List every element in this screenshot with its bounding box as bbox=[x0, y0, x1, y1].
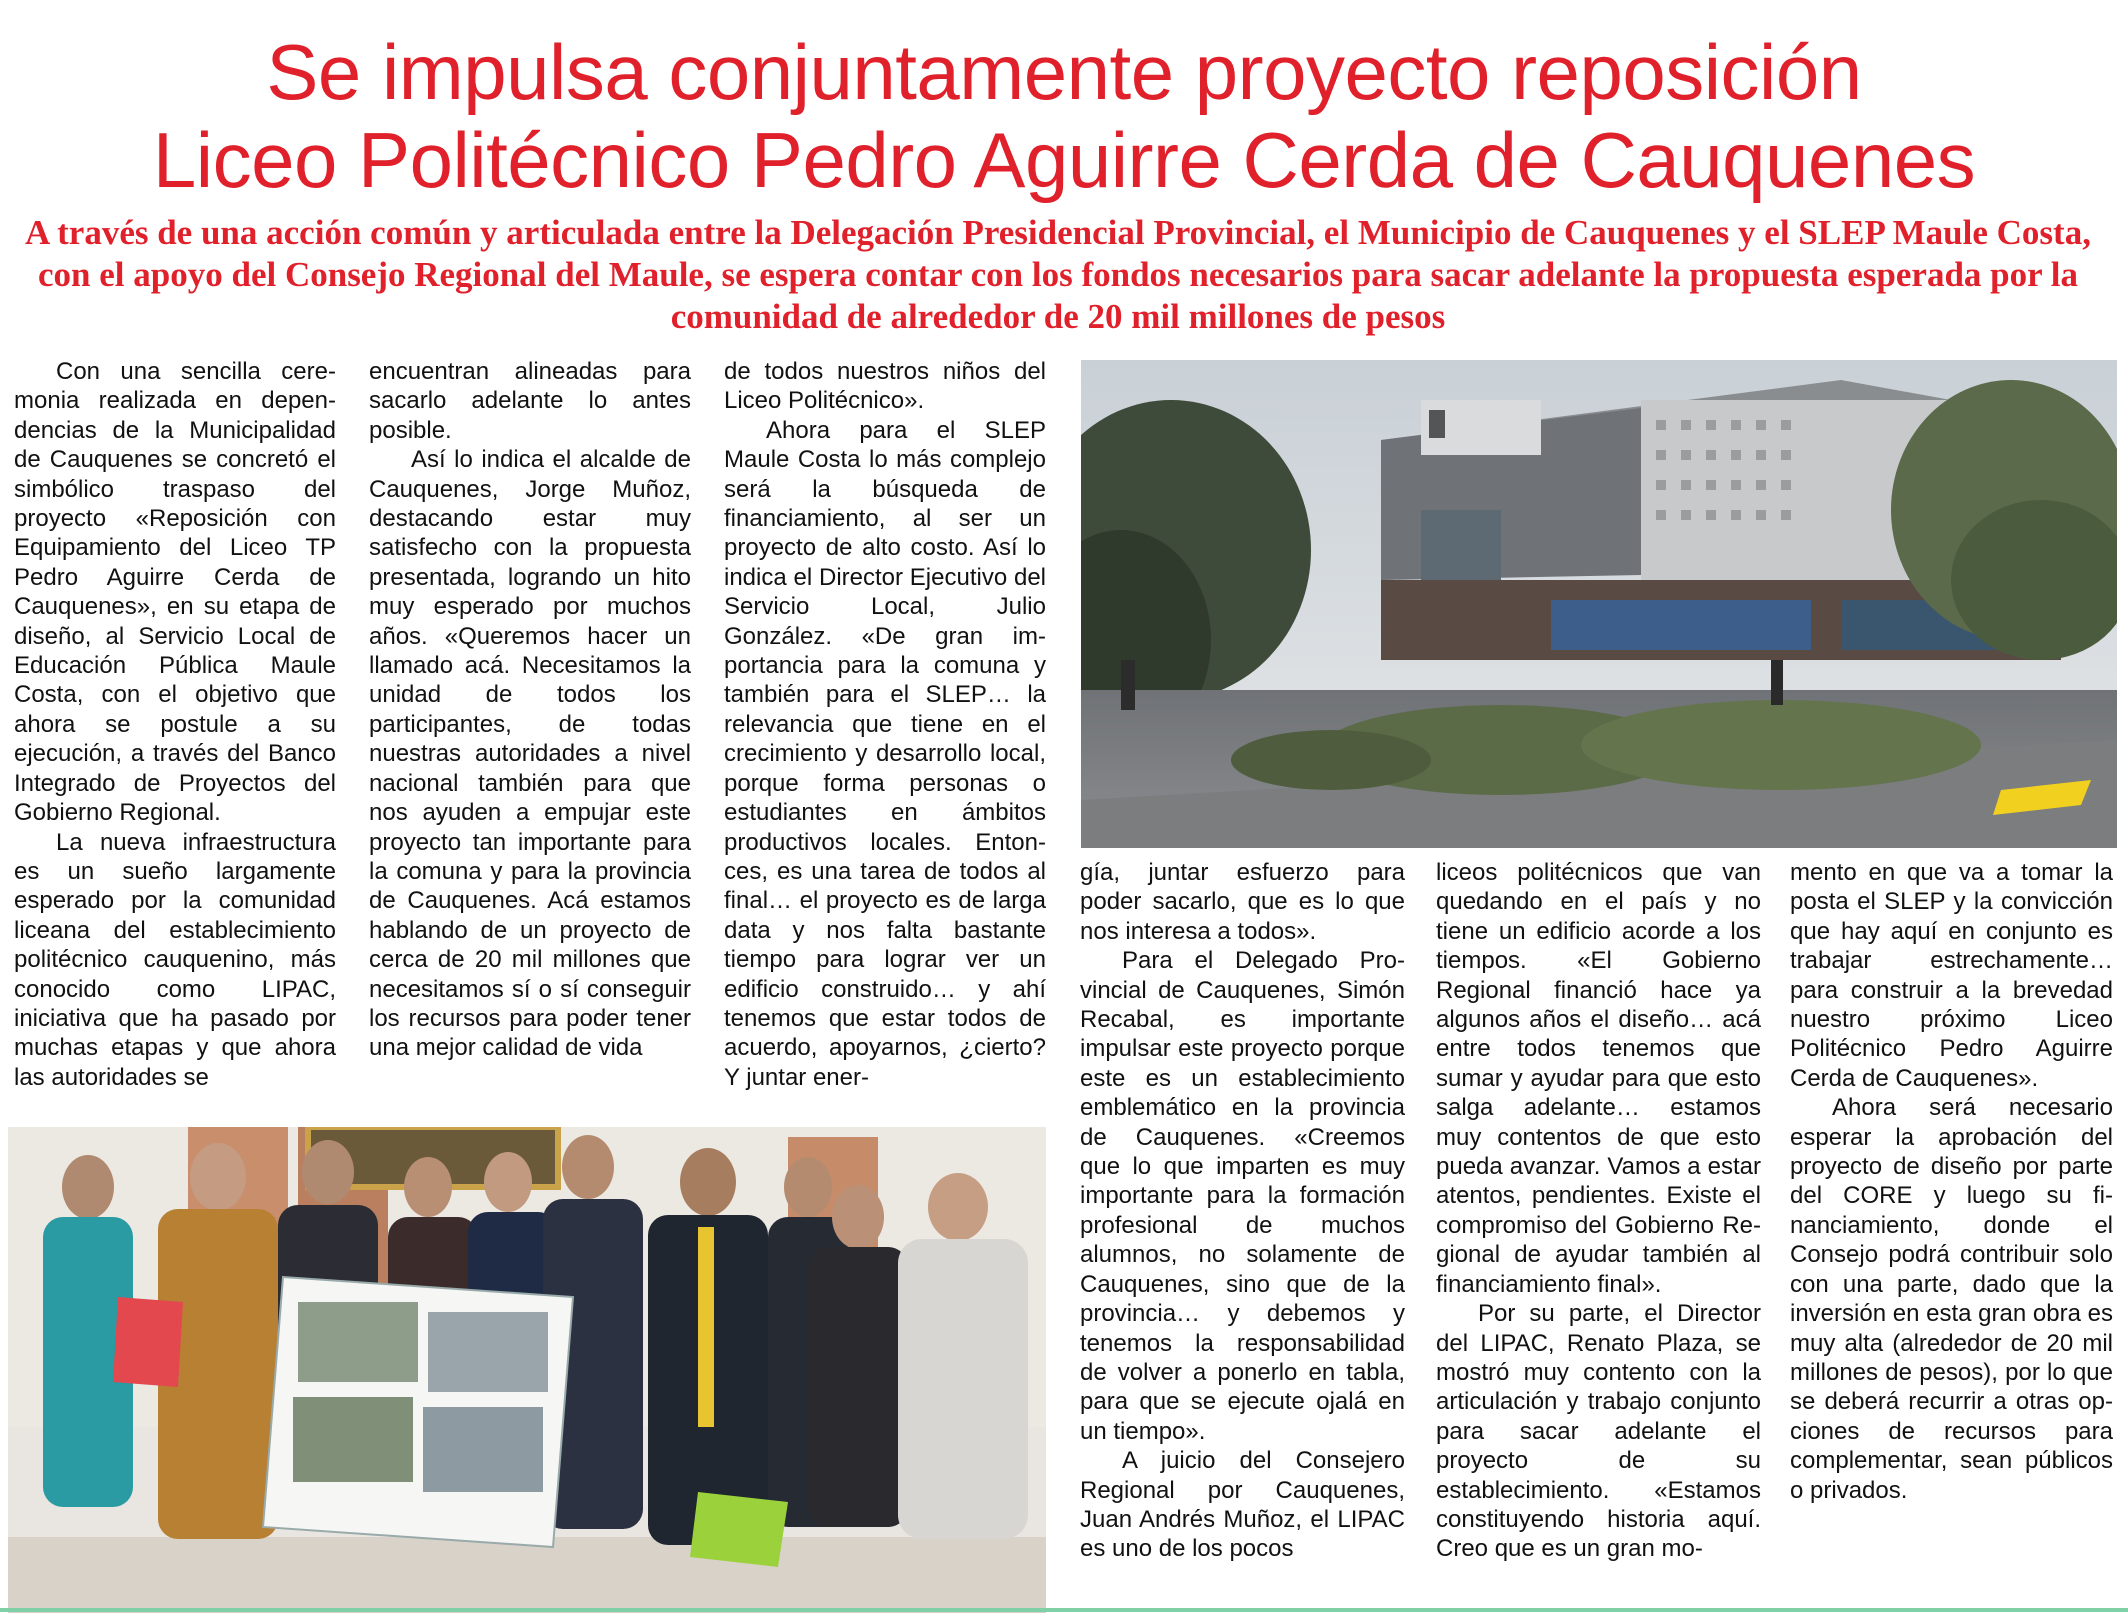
headline-line-1: Se impulsa conjuntamente proyecto reposición bbox=[266, 28, 1862, 116]
subheadline: A través de una acción común y articulada entre la Delegación Presidencial Provincial, el Municipio de Cauquenes y el SLEP Maule Costa, con el apoyo del Consejo Regional del Maule, se espera contar con los fondos necesarios para sacar adelante la propuesta esperada por la comunidad de alrededor de 20 mil millones de pesos bbox=[25, 213, 2091, 336]
group-photo bbox=[8, 1127, 1046, 1613]
group-photo-illustration bbox=[8, 1127, 1046, 1613]
paragraph: A juicio del Consejero Regional por Cauquenes, Juan Andrés Muñoz, el LIPAC es uno de los pocos bbox=[1080, 1447, 1405, 1563]
paragraph: Por su parte, el Director del LIPAC, Renato Plaza, se mostró muy contento con la articulación y trabajo conjunto para sacar adelante el proyecto de su establecimiento. «Estamos constituyendo historia aquí. Creo que es un gran mo- bbox=[1436, 1300, 1761, 1563]
paragraph-continued: liceos politécnicos que van quedando en el país y no tiene un edificio acorde a los tiempos. «El Gobierno Regional financió hace ya algunos años el diseño… acá entre todos tenemos que sumar y ayudar para que esto salga adelante… estamos muy contentos de que esto pueda avanzar. Vamos a estar atentos, pendientes. Existe el compromiso del Gobierno Regional de ayudar también al financiamiento final». bbox=[1436, 859, 1761, 1298]
paragraph-continued: gía, juntar esfuerzo para poder sacarlo, que es lo que nos interesa a todos». bbox=[1080, 859, 1405, 945]
article-column-1 bbox=[14, 357, 336, 1092]
paragraph: Ahora será necesario esperar la aprobación del proyecto de diseño por parte del CORE y luego su financiamiento, donde el Consejo podrá contribuir solo con una parte, dado que la inversión en esta gran obra es muy alta (alrededor de 20 mil millones de pesos), por lo que se deberá recurrir a otras opciones de recursos para complementar, sean públicos o privados. bbox=[1790, 1094, 2113, 1504]
article-column-3 bbox=[724, 357, 1046, 1092]
paragraph: Así lo indica el alcalde de Cauquenes, Jorge Muñoz, destacando estar muy satisfecho con la propuesta presentada, logrando un hito muy esperado por muchos años. «Queremos hacer un llamado acá. Necesitamos la unidad de todos los participantes, de todas nuestras autoridades a nivel nacional también para que nos ayuden a empujar este proyecto tan importante para la comuna y para la provincia de Cauquenes. Acá estamos hablando de un proyecto de cerca de 20 mil millones que necesitamos sí o sí conseguir los recursos para poder tener una mejor calidad de vida bbox=[369, 446, 691, 1062]
paragraph-continued: encuentran alineadas para sacarlo adelante lo antes posible. bbox=[369, 358, 691, 444]
article-column-6 bbox=[1790, 858, 2113, 1505]
paragraph: La nueva infraestructura es un sueño largamente esperado por la comunidad liceana del establecimiento politécnico cauquenino, más conocido como LIPAC, iniciativa que ha pasado por muchas etapas y que ahora las autoridades se bbox=[14, 828, 336, 1091]
paragraph-continued: mento en que va a tomar la posta el SLEP y la convicción que hay aquí en conjunto es trabajar estrechamente… para construir a la brevedad nuestro próximo Liceo Politécnico Pedro Aguirre Cerda de Cauquenes». bbox=[1790, 859, 2113, 1092]
bottom-rule bbox=[0, 1608, 2128, 1612]
building-render-photo bbox=[1081, 360, 2117, 848]
paragraph-continued: de todos nuestros niños del Liceo Politécnico». bbox=[724, 358, 1046, 415]
article-column-4 bbox=[1080, 858, 1405, 1564]
building-render-illustration bbox=[1081, 360, 2117, 848]
paragraph: Ahora para el SLEP Maule Costa lo más complejo será la búsqueda de financiamiento, al ser un proyecto de alto costo. Así lo indica el Director Ejecutivo del Servicio Local, Julio González. «De gran importancia para la comuna y también para el SLEP… la relevancia que tiene en el crecimiento y desarrollo local, porque forma personas o estudiantes en ámbitos productivos locales. Entonces, es una tarea de todos al final… el proyecto es de larga data y nos falta bastante tiempo para lograr ver un edificio construido… y ahí tenemos que estar todos de acuerdo, apoyarnos, ¿cierto? Y juntar ener- bbox=[724, 416, 1046, 1091]
article-column-5 bbox=[1436, 858, 1761, 1564]
headline-line-2: Liceo Politécnico Pedro Aguirre Cerda de Cauquenes bbox=[152, 116, 1976, 204]
paragraph: Para el Delegado Provincial de Cauquenes, Simón Recabal, es importante impulsar este proyecto porque este es un establecimiento emblemático en la provincia de Cauquenes. «Creemos que lo que imparten es muy importante para la formación profesional de muchos alumnos, no solamente de Cauquenes, sino que de la provincia… y debemos y tenemos la responsabilidad de volver a ponerlo en tabla, para que se ejecute ojalá en un tiempo». bbox=[1080, 947, 1405, 1445]
article-column-2 bbox=[369, 357, 691, 1063]
paragraph: Con una sencilla ceremonia realizada en dependencias de la Municipalidad de Cauquenes se concretó el simbólico traspaso del proyecto «Reposición con Equipamiento del Liceo TP Pedro Aguirre Cerda de Cauquenes», en su etapa de diseño, al Servicio Local de Educación Pública Maule Costa, con el objetivo que ahora se postule a su ejecución, a través del Banco Integrado de Proyectos del Gobierno Regional. bbox=[14, 358, 336, 827]
